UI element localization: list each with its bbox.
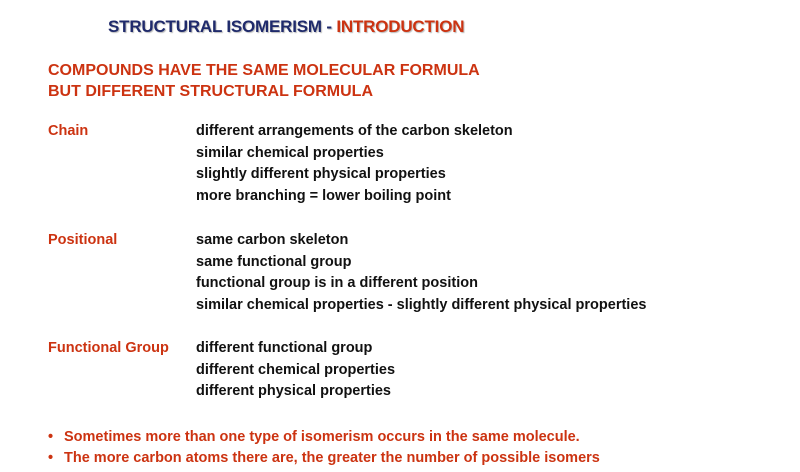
section-line: different arrangements of the carbon skeleton <box>196 123 513 139</box>
section-lines <box>196 121 513 207</box>
section-label: Functional Group <box>48 340 169 356</box>
headline-line-2: BUT DIFFERENT STRUCTURAL FORMULA <box>48 83 374 100</box>
section-lines <box>196 338 395 403</box>
bullet-icon: • <box>48 450 54 466</box>
section-line: similar chemical properties - slightly different physical properties <box>196 296 647 313</box>
section-line: same carbon skeleton <box>196 232 349 248</box>
headline <box>48 60 480 102</box>
section-lines <box>196 230 646 316</box>
section-line: different functional group <box>196 340 373 356</box>
title-main: STRUCTURAL ISOMERISM <box>108 17 322 36</box>
note-text: The more carbon atoms there are, the greater the number of possible isomers <box>64 450 600 466</box>
section-label: Positional <box>48 232 118 248</box>
section-line: similar chemical properties <box>196 144 384 161</box>
note-item <box>48 448 600 469</box>
title-accent: INTRODUCTION <box>336 17 465 36</box>
note-item <box>48 427 600 448</box>
slide-title <box>108 17 464 37</box>
bullet-icon: • <box>48 429 54 445</box>
notes-list <box>48 427 600 469</box>
title-separator: - <box>321 17 337 36</box>
section-line: different chemical properties <box>196 361 396 378</box>
section-label: Chain <box>48 123 89 139</box>
headline-line-1: COMPOUNDS HAVE THE SAME MOLECULAR FORMULA <box>48 62 480 79</box>
section-line: same functional group <box>196 253 352 270</box>
section-line: more branching = lower boiling point <box>196 187 451 204</box>
note-text: Sometimes more than one type of isomerism occurs in the same molecule. <box>64 429 580 445</box>
section-line: functional group is in a different position <box>196 275 478 291</box>
section-line: slightly different physical properties <box>196 166 446 182</box>
section-line: different physical properties <box>196 383 391 399</box>
